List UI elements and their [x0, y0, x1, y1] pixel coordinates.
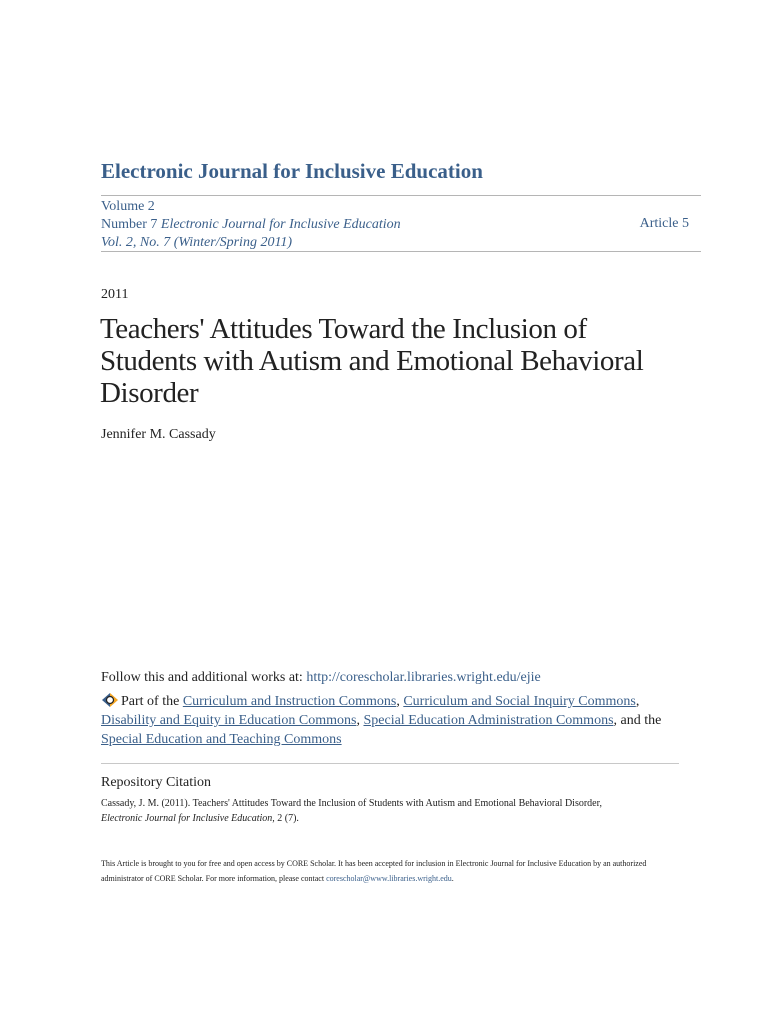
- notice-text: This Article is brought to you for free and open access by CORE Scholar. It has been accepted for inclusion in Electronic Journal for Inclusive Education by an authorized administrator of CORE Scholar. For more information, please contact: [101, 859, 647, 883]
- part-of-prefix: Part of the: [121, 694, 183, 709]
- follow-line: [101, 670, 541, 686]
- commons-separator: ,: [396, 694, 404, 709]
- top-divider: [101, 195, 701, 196]
- author-name: Jennifer M. Cassady: [101, 427, 216, 442]
- commons-link-special-ed-teaching[interactable]: Special Education and Teaching Commons: [101, 732, 342, 747]
- number-journal: Electronic Journal for Inclusive Education: [160, 217, 401, 232]
- commons-link-curriculum-social-inquiry[interactable]: Curriculum and Social Inquiry Commons: [403, 694, 636, 709]
- citation-divider: [101, 763, 679, 764]
- number-prefix: Number 7: [101, 217, 158, 232]
- commons-link-curriculum-instruction[interactable]: Curriculum and Instruction Commons: [182, 694, 397, 709]
- commons-separator: ,: [635, 694, 640, 709]
- commons-link-disability-equity[interactable]: Disability and Equity in Education Commons: [101, 713, 357, 728]
- bepress-commons-icon: [101, 692, 119, 708]
- citation-tail: 2 (7).: [274, 813, 299, 824]
- publication-year: 2011: [101, 287, 129, 302]
- part-of-commons: [101, 692, 701, 749]
- access-notice: [101, 856, 661, 886]
- issue-line[interactable]: Vol. 2, No. 7 (Winter/Spring 2011): [101, 235, 293, 250]
- repository-citation-heading: Repository Citation: [101, 775, 212, 790]
- follow-url-link[interactable]: http://corescholar.libraries.wright.edu/ejie: [306, 670, 541, 685]
- follow-label: Follow this and additional works at:: [101, 670, 307, 685]
- volume-link[interactable]: Volume 2: [101, 199, 155, 214]
- volume-info: [101, 198, 401, 252]
- contact-email-link[interactable]: corescholar@www.libraries.wright.edu: [326, 874, 452, 883]
- citation-body: Cassady, J. M. (2011). Teachers' Attitudes Toward the Inclusion of Students with Autism and Emotional Behavioral Disorder,: [101, 798, 603, 809]
- commons-link-special-ed-admin[interactable]: Special Education Administration Commons: [363, 713, 614, 728]
- article-title: Teachers' Attitudes Toward the Inclusion of Students with Autism and Emotional Behavioral Disorder: [100, 313, 644, 409]
- commons-and-the: , and the: [613, 713, 662, 728]
- citation-journal: Electronic Journal for Inclusive Education,: [101, 813, 275, 824]
- article-number[interactable]: Article 5: [639, 216, 689, 231]
- number-line[interactable]: [101, 216, 401, 234]
- header-divider: [101, 251, 701, 252]
- journal-title[interactable]: Electronic Journal for Inclusive Education: [101, 159, 483, 183]
- notice-end: .: [451, 874, 454, 883]
- citation-text: [101, 796, 701, 826]
- commons-separator: ,: [356, 713, 364, 728]
